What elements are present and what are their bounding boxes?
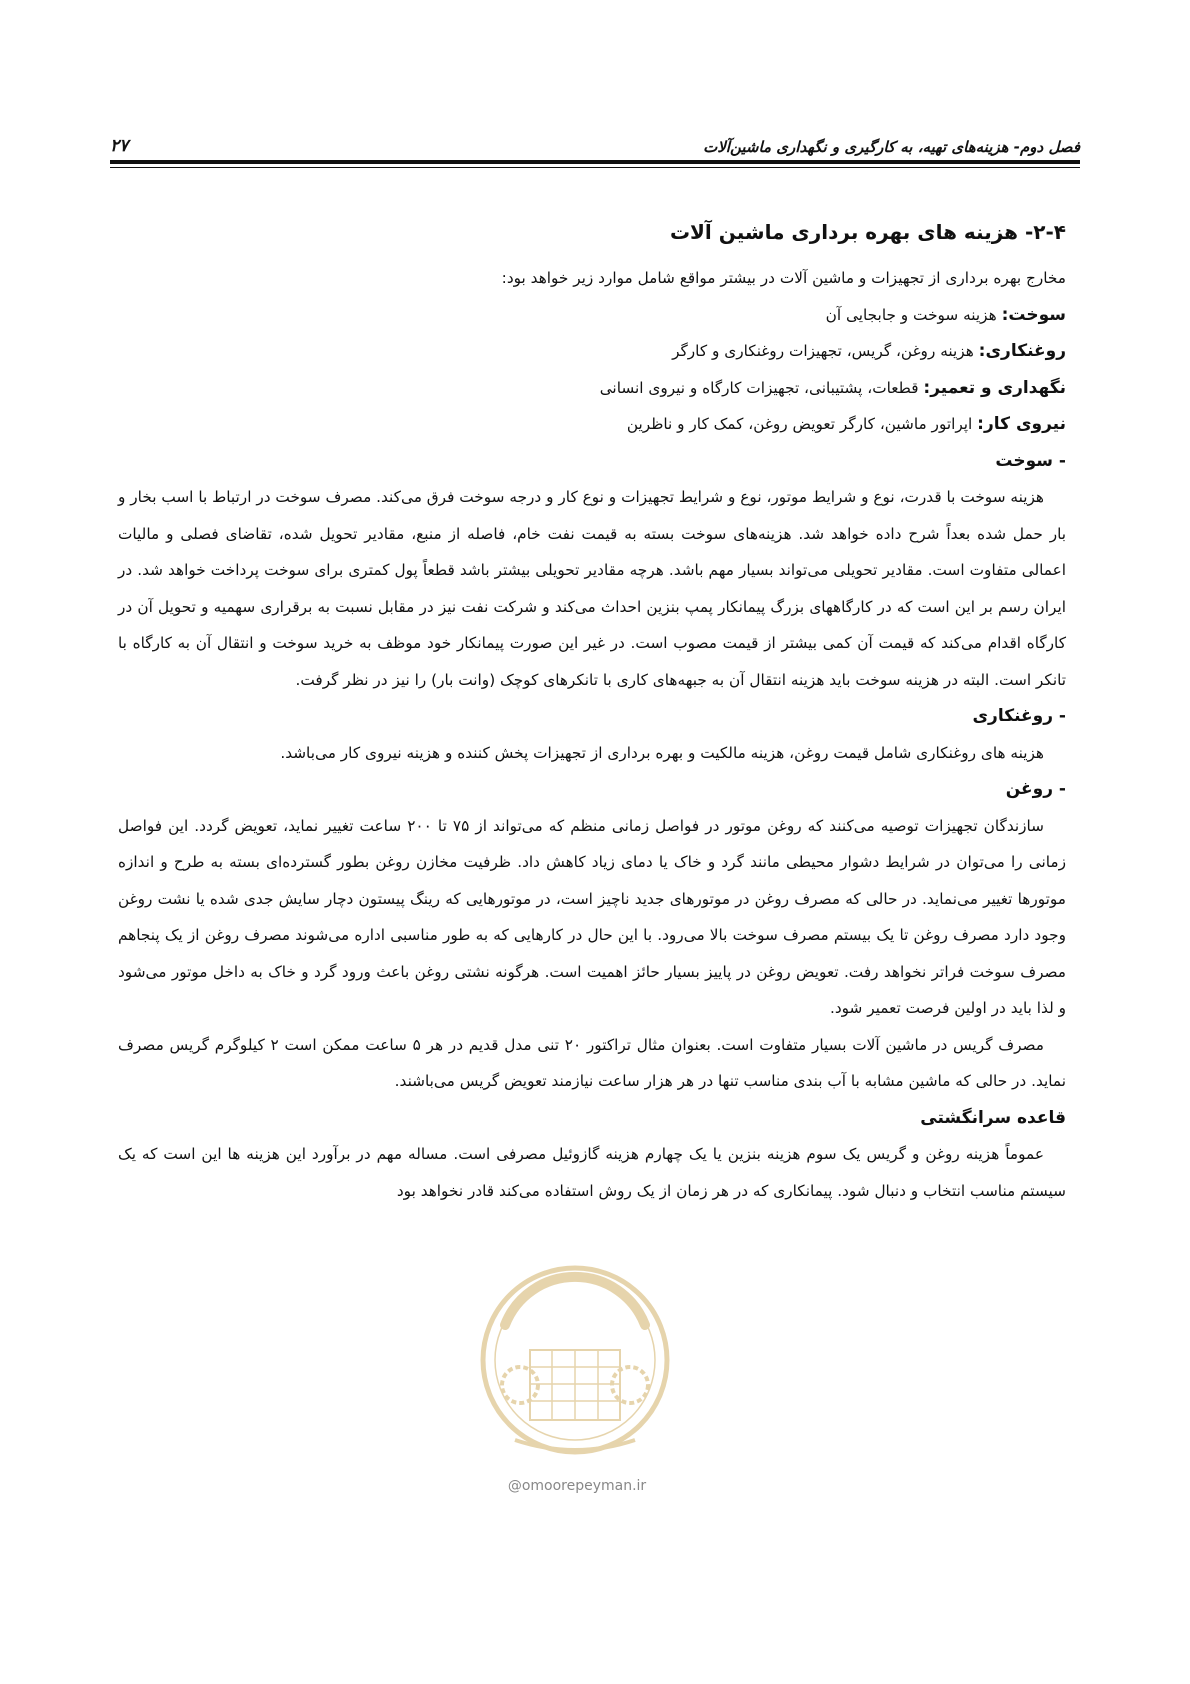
item-text: قطعات، پشتیبانی، تجهیزات کارگاه و نیروی انسانی: [599, 378, 924, 397]
grease-paragraph: مصرف گریس در ماشین آلات بسیار متفاوت است. بعنوان مثال تراکتور ۲۰ تنی مدل قدیم در هر ۵ ساعت ممکن است ۲ کیلوگرم گریس مصرف نماید. در حالی که ماشین مشابه با آب بندی مناسب تنها در هر هزار ساعت نیازمند تعویض گریس می‌باشند.: [118, 1035, 1066, 1090]
watermark-url: @omoorepeyman.ir: [507, 1478, 647, 1494]
list-item: [118, 333, 1066, 370]
list-item: [118, 406, 1066, 443]
item-label: نگهداری و تعمیر:: [923, 377, 1066, 398]
list-item: [118, 297, 1066, 334]
lubrication-heading: - روغنکاری: [972, 706, 1066, 726]
watermark-logo: [475, 1255, 675, 1470]
chapter-title: فصل دوم- هزینه‌های تهیه، به کارگیری و نگهداری ماشین‌آلات: [703, 138, 1080, 156]
page-body: [118, 212, 1066, 1209]
running-header: [110, 130, 1080, 156]
item-text: اپراتور ماشین، کارگر تعویض روغن، کمک کار و ناظرین: [626, 415, 978, 433]
fuel-paragraph: هزینه سوخت با قدرت، نوع و شرایط موتور، نوع و شرایط تجهیزات و نوع کار و درجه سوخت فرق می‌کند. مصرف سوخت در ارتباط با اسب بخار و بار حمل شده بعداً شرح داده خواهد شد. هزینه‌های سوخت بسته به قیمت نفت خام، فاصله از منبع، مقادیر تحویل شده، تقاضای فصلی و مالیات اعمالی متفاوت است. مقادیر تحویلی می‌تواند بسیار مهم باشد. هرچه مقادیر تحویلی بیشتر باشد قطعاً پول کمتری برای سوخت پرداخت خواهد شد. در ایران رسم بر این است که در کارگاههای بزرگ پیمانکار پمپ بنزین احداث می‌کند و شرکت نفت نیز در مقابل نسبت به برقراری سهمیه و تحویل آن در کارگاه اقدام می‌کند که قیمت آن کمی بیشتر از قیمت مصوب است. در غیر این صورت پیمانکار خود موظف به خرید سوخت و انتقال آن به کارگاه با تانکر است. البته در هزینه سوخت باید هزینه انتقال آن به جبهه‌های کاری با تانکرهای کوچک (وانت بار) را نیز در نظر گرفت.: [118, 488, 1066, 689]
header-rule-thick: [110, 160, 1080, 164]
page-number: ۲۷: [110, 136, 129, 156]
oil-heading: - روغن: [1005, 779, 1066, 799]
item-label: سوخت:: [1001, 304, 1066, 325]
rule-of-thumb-paragraph: عموماً هزینه روغن و گریس یک سوم هزینه بنزین یا یک چهارم هزینه گازوئیل مصرفی است. مساله مهم در برآورد این هزینه ها این است که یک سیستم مناسب انتخاب و دنبال شود. پیمانکاری که در هر زمان از یک روش استفاده می‌کند قادر نخواهد بود: [118, 1145, 1066, 1200]
rule-of-thumb-heading: قاعده سرانگشتی: [920, 1107, 1066, 1128]
intro-paragraph: مخارج بهره برداری از تجهیزات و ماشین آلات در بیشتر مواقع شامل موارد زیر خواهد بود:: [501, 269, 1066, 287]
fuel-heading: - سوخت: [995, 450, 1066, 471]
item-text: هزینه روغن، گریس، تجهیزات روغنکاری و کارگر: [672, 342, 979, 360]
item-label: روغنکاری:: [978, 341, 1066, 361]
section-heading: ۲-۴- هزینه های بهره برداری ماشین آلات: [669, 220, 1066, 244]
lubrication-paragraph: هزینه های روغنکاری شامل قیمت روغن، هزینه مالکیت و بهره برداری از تجهیزات پخش کننده و هزینه نیروی کار می‌باشد.: [280, 743, 1044, 762]
item-label: نیروی کار:: [977, 414, 1066, 434]
header-rule-thin: [110, 167, 1080, 168]
oil-paragraph: سازندگان تجهیزات توصیه می‌کنند که روغن موتور در فواصل زمانی منظم که می‌تواند از ۷۵ تا ۲۰۰ ساعت تغییر نماید، تعویض گردد. این فواصل زمانی را می‌توان در شرایط دشوار محیطی مانند گرد و خاک یا دمای زیاد کاهش داد. ظرفیت مخازن روغن بطور گسترده‌ای بسته به طرح و اندازه موتورها تغییر می‌نماید. در حالی که مصرف روغن در موتورهای جدید ناچیز است، در موتورهایی که رینگ پیستون دچار سایش جدی شده یا نشت روغن وجود دارد مصرف روغن تا یک بیستم مصرف سوخت بالا می‌رود. با این حال در کارهایی که به طور مناسبی اداره می‌شوند مصرف روغن از یک پنجاهم مصرف سوخت فراتر نخواهد رفت. تعویض روغن در پاییز بسیار حائز اهمیت است. هرگونه نشتی روغن باعث ورود گرد و خاک به داخل موتور می‌شود و لذا باید در اولین فرصت تعمیر شود.: [118, 816, 1066, 1017]
list-item: [118, 370, 1066, 407]
item-text: هزینه سوخت و جابجایی آن: [825, 305, 1002, 324]
